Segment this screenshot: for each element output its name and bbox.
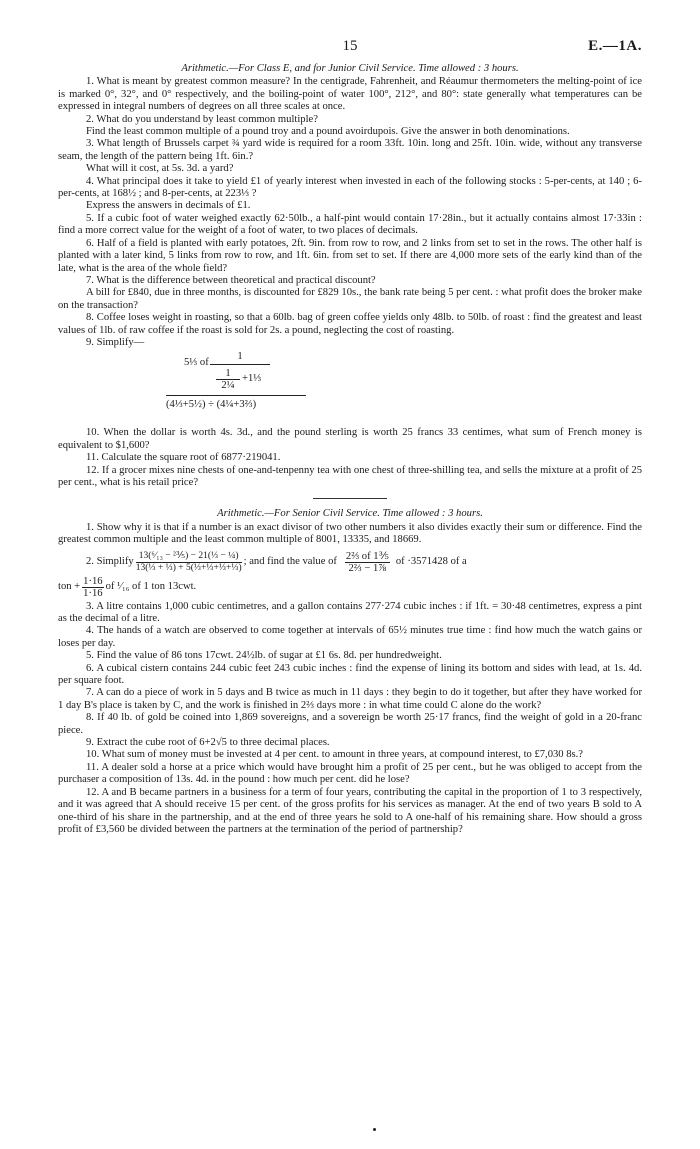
- senior-question-11: 11. A dealer sold a horse at a price which would have brought him a profit of 25 per cent., but he was obliged to accept from the purchaser a composition of 13s. 4d. in the pound : how much per cent. did he lose?: [58, 761, 642, 786]
- question-9: 9. Simplify—: [86, 336, 145, 348]
- inner-denominator: 2¼: [221, 380, 235, 392]
- senior-question-8: 8. If 40 lb. of gold be coined into 1,869 sovereigns, and a sovereign be worth 25·17 francs, find the weight of gold in a 20-franc piece.: [58, 712, 642, 736]
- question-3: 3. What length of Brussels carpet ¾ yard wide is required for a room 33ft. 10in. long and 25ft. 10in. wide, without any transverse seam, the length of the pattern being 1ft. 6in.?: [58, 138, 642, 162]
- question-6: 6. Half of a field is planted with early potatoes, 2ft. 9in. from row to row, and 2 links from set to set in the rows. The other half is planted with a later kind, 5 links from row to row, and 1ft. 6in. from set to set. If there are 4,000 more sets of the early kind than of the late, what is the area of the whole field?: [58, 237, 642, 274]
- question-7-part-b: A bill for £840, due in three months, is discounted for £829 10s., the bank rate being 5 per cent. : what profit does the broker make on the transaction?: [58, 287, 642, 311]
- question-11: 11. Calculate the square root of 6877·219041.: [86, 452, 281, 464]
- question-5: 5. If a cubic foot of water weighed exactly 62·50lb., a half-pint would contain 17·28in., but it actually contains almost 17·33in : find a more correct value for the weight of a foot of water, to two places of decimals.: [58, 212, 642, 237]
- senior-question-4: 4. The hands of a watch are observed to come together at intervals of 65½ minutes true time : find how much the watch gains or loses per day.: [58, 625, 642, 649]
- question-4: 4. What principal does it take to yield £1 of yearly interest when invested in each of the following stocks : 5-per-cents, at 140 ; 6-per-cents, at 168½ ; and 8-per-cents, at 223⅓ ?: [58, 175, 642, 200]
- q2-line2-start: ton +: [58, 580, 81, 592]
- q2-fraction-1-denominator: 13(⅓ + ⅓) + 5(⅓+⅓+⅓+⅓): [135, 562, 242, 573]
- question-2: 2. What do you understand by least common multiple?: [86, 113, 318, 125]
- expression-numerator: 1: [237, 351, 243, 363]
- q2-label: 2. Simplify: [86, 555, 134, 567]
- senior-question-6: 6. A cubical cistern contains 244 cubic feet 243 cubic inches : find the expense of lining its bottom and sides with lead, at 1s. 4d. per square foot.: [58, 662, 642, 687]
- q2-fraction-3: [82, 576, 103, 599]
- section-divider: [313, 498, 387, 499]
- expression-denominator: (4⅓+5½) ÷ (4¼+3⅔): [166, 399, 257, 411]
- fraction-bar: [210, 364, 270, 365]
- q2-fraction-2-numerator: 2⅔ of 1⅗: [345, 550, 389, 562]
- senior-question-2-line-2: [58, 576, 642, 599]
- question-2-part-b: Find the least common multiple of a pound troy and a pound avoirdupois. Give the answer in both denominations.: [86, 126, 570, 138]
- question-7: 7. What is the difference between theoretical and practical discount?: [86, 274, 376, 286]
- q2-line2-end: of ¹⁄₁₆ of 1 ton 13cwt.: [105, 580, 197, 592]
- footer-dot: [373, 1128, 376, 1131]
- simplify-expression: [166, 351, 642, 423]
- q2-fraction-2: [345, 551, 390, 574]
- senior-question-1: 1. Show why it is that if a number is an exact divisor of two other numbers it also divides exactly their sum or difference. Find the greatest common multiple and the least common multiple of 8001, 13335, and 18669.: [58, 521, 642, 546]
- senior-question-10: 10. What sum of money must be invested at 4 per cent. to amount in three years, at compound interest, to £7,030 8s.?: [86, 749, 584, 761]
- expression-lead: 5⅓ of: [184, 357, 209, 369]
- inner-numerator: 1: [216, 368, 240, 380]
- senior-question-5: 5. Find the value of 86 tons 17cwt. 24½lb. of sugar at £1 6s. 8d. per hundredweight.: [86, 650, 442, 662]
- q2-fraction-2-denominator: 2⅔ − 1⅞: [348, 562, 387, 574]
- question-4-part-b: Express the answers in decimals of £1.: [86, 200, 251, 212]
- main-fraction-bar: [166, 395, 306, 396]
- inner-plus-term: +1⅓: [242, 373, 262, 385]
- senior-question-3: 3. A litre contains 1,000 cubic centimetres, and a gallon contains 277·274 cubic inches : if 1ft. = 30·48 centimetres, express a pint as the decimal of a litre.: [58, 600, 642, 624]
- q2-fraction-3-numerator: 1·16: [83, 575, 103, 587]
- document-reference: E.—1A.: [588, 38, 642, 54]
- question-8: 8. Coffee loses weight in roasting, so that a 60lb. bag of green coffee yields only 48lb. to 50lb. of roast : find the greatest and least values of 1lb. of raw coffee if the roast is sold for 2s. a pound, neglecting the cost of roasting.: [58, 312, 642, 336]
- question-12: 12. If a grocer mixes nine chests of one-and-tenpenny tea with one chest of three-shilling tea, and sells the mixture at a profit of 25 per cent., what is his retail price?: [58, 464, 642, 488]
- question-3-part-b: What will it cost, at 5s. 3d. a yard?: [86, 163, 234, 175]
- q2-fraction-1-numerator: 13(⁶⁄₁₃ − ²⅗) − 21(⅓ − ¼): [136, 551, 242, 563]
- q2-fraction-3-denominator: 1·16: [83, 587, 103, 599]
- senior-question-7: 7. A can do a piece of work in 5 days and B twice as much in 11 days : they begin to do it together, but after they have worked for 1 day B's place is taken by C, and the work is finished in 2⅔ days more : in what time could C alone do the work?: [58, 687, 642, 711]
- section-title-senior: Arithmetic.—For Senior Civil Service. Time allowed : 3 hours.: [217, 508, 483, 520]
- senior-question-12: 12. A and B became partners in a business for a term of four years, contributing the capital in the proportion of 1 to 3 respectively, and it was agreed that A should receive 15 per cent. of the gross profits for his services as manager. At the end of two years B sold to A one-third of his share in the partnership, and at the end of three years he sold to A one-half of his remaining share. How should a gross profit of £3,560 be divided between the partners at the termination of the period of partnership?: [58, 786, 642, 835]
- senior-question-9: 9. Extract the cube root of 6+2√5 to three decimal places.: [86, 737, 330, 749]
- question-10: 10. When the dollar is worth 4s. 3d., and the pound sterling is worth 25 francs 33 centimes, what sum of French money is equivalent to $1,600?: [58, 427, 642, 451]
- question-1: 1. What is meant by greatest common measure? In the centigrade, Fahrenheit, and Réaumur thermometers the melting-point of ice is marked 0°, 32°, and 0° respectively, and the boiling-point of water 100°, 212°, and 80°: state generally what temperatures can be expressed in integral numbers of degrees on all three scales at once.: [58, 76, 642, 113]
- senior-question-2: [86, 551, 642, 574]
- page-header: [58, 40, 642, 62]
- section-title-junior: Arithmetic.—For Class E, and for Junior Civil Service. Time allowed : 3 hours.: [181, 63, 519, 74]
- page-number: 15: [342, 38, 358, 54]
- q2-fraction-1: [136, 551, 242, 574]
- q2-middle-text: ; and find the value of: [243, 555, 337, 567]
- inner-fraction: [216, 368, 240, 391]
- q2-tail-text: of ·3571428 of a: [395, 555, 467, 567]
